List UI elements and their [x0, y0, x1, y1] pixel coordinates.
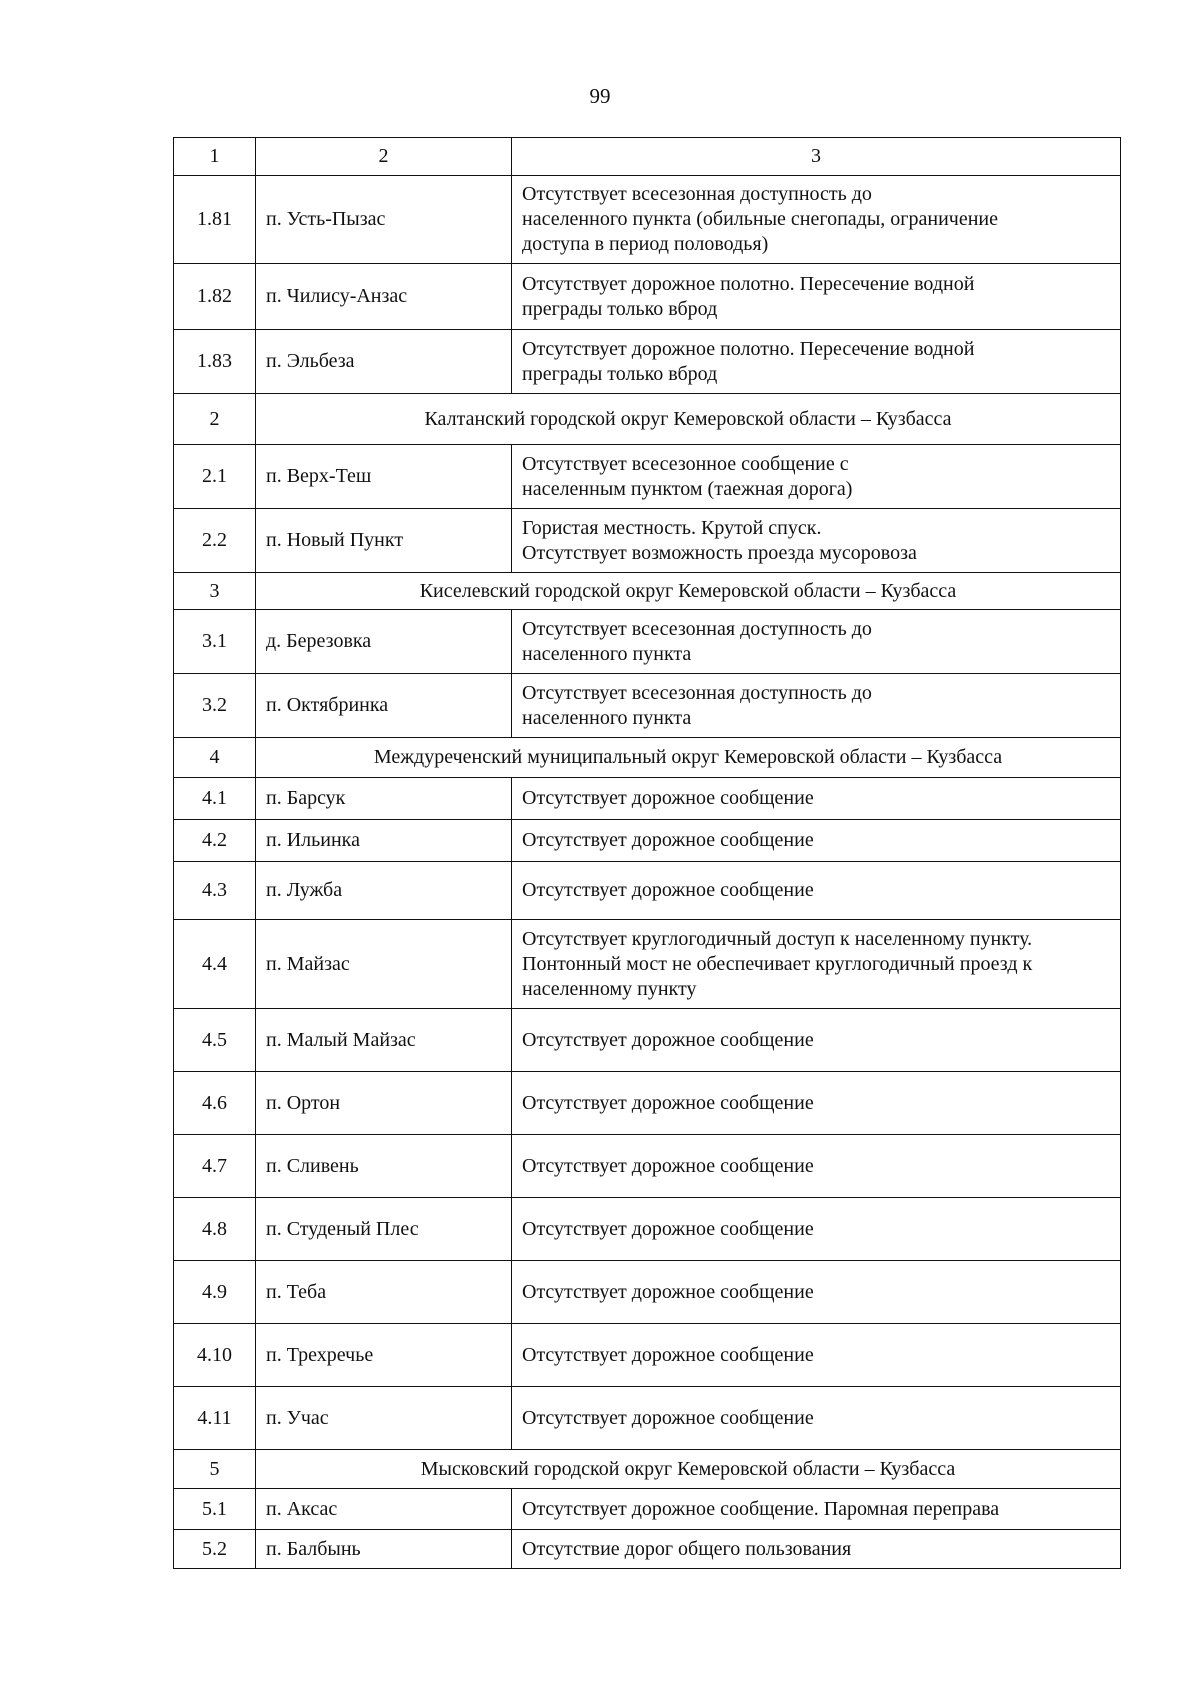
row-number: 1.81 [174, 176, 256, 264]
row-number: 3.2 [174, 674, 256, 738]
note-line: Отсутствует дорожное сообщение [522, 1217, 814, 1240]
table-row [174, 778, 1121, 820]
table-row [174, 820, 1121, 862]
settlement-name: п. Трехречье [256, 1324, 512, 1387]
row-number: 5.2 [174, 1530, 256, 1569]
row-number: 4.5 [174, 1009, 256, 1072]
table-row [174, 674, 1121, 738]
table-row [174, 1135, 1121, 1198]
section-title: Калтанский городской округ Кемеровской области – Кузбасса [256, 394, 1121, 445]
note-line: Отсутствует всесезонная доступность до [522, 183, 872, 205]
row-number: 2.1 [174, 445, 256, 509]
settlements-table [173, 137, 1121, 1569]
note-line: населенному пункту [522, 977, 697, 1000]
section-row [174, 394, 1121, 445]
table-row [174, 1530, 1121, 1569]
note-line: Отсутствует возможность проезда мусоровоза [522, 541, 917, 564]
row-number: 2.2 [174, 509, 256, 573]
note-line: Отсутствует дорожное сообщение [522, 1343, 814, 1366]
row-number: 4.8 [174, 1198, 256, 1261]
row-number: 5.1 [174, 1489, 256, 1530]
settlement-name: п. Новый Пункт [256, 509, 512, 573]
access-note [512, 1135, 1121, 1198]
note-line: Отсутствует дорожное сообщение [522, 1406, 814, 1429]
settlement-name: п. Аксас [256, 1489, 512, 1530]
note-line: Отсутствует дорожное сообщение [522, 829, 814, 851]
table-header-row [174, 138, 1121, 176]
table-row [174, 1009, 1121, 1072]
table-row [174, 610, 1121, 674]
section-number: 4 [174, 738, 256, 778]
note-line: Отсутствует дорожное полотно. Пересечение водной [522, 272, 975, 295]
access-note [512, 1530, 1121, 1569]
settlement-name: п. Теба [256, 1261, 512, 1324]
table-row [174, 1261, 1121, 1324]
table-row [174, 862, 1121, 920]
note-line: Отсутствует всесезонная доступность до [522, 617, 872, 640]
access-note [512, 1009, 1121, 1072]
settlement-name: д. Березовка [256, 610, 512, 674]
table-row [174, 1489, 1121, 1530]
settlement-name: п. Барсук [256, 778, 512, 820]
table-row [174, 1387, 1121, 1450]
note-line: доступа в период половодья) [522, 233, 769, 255]
note-line: Отсутствует всесезонная доступность до [522, 681, 872, 704]
row-number: 4.4 [174, 920, 256, 1009]
note-line: Отсутствует дорожное сообщение [522, 1280, 814, 1303]
access-note [512, 778, 1121, 820]
note-line: преграды только вброд [522, 362, 718, 385]
access-note [512, 1489, 1121, 1530]
row-number: 1.83 [174, 330, 256, 394]
note-line: населенным пунктом (таежная дорога) [522, 477, 853, 500]
note-line: Отсутствует дорожное сообщение [522, 1028, 814, 1051]
access-note [512, 1324, 1121, 1387]
settlement-name: п. Верх-Теш [256, 445, 512, 509]
row-number: 4.1 [174, 778, 256, 820]
row-number: 1.82 [174, 264, 256, 330]
settlement-name: п. Эльбеза [256, 330, 512, 394]
section-title: Киселевский городской округ Кемеровской области – Кузбасса [256, 573, 1121, 610]
access-note [512, 1072, 1121, 1135]
settlement-name: п. Усть-Пызас [256, 176, 512, 264]
table-row [174, 264, 1121, 330]
note-line: Понтонный мост не обеспечивает круглогодичный проезд к [522, 952, 1033, 975]
table-row [174, 330, 1121, 394]
note-line: Отсутствует всесезонное сообщение с [522, 452, 849, 475]
settlement-name: п. Учас [256, 1387, 512, 1450]
settlement-name: п. Балбынь [256, 1530, 512, 1569]
section-row [174, 1450, 1121, 1489]
note-line: Отсутствие дорог общего пользования [522, 1537, 852, 1560]
access-note [512, 330, 1121, 394]
section-number: 5 [174, 1450, 256, 1489]
table-row [174, 509, 1121, 573]
row-number: 4.2 [174, 820, 256, 862]
note-line: преграды только вброд [522, 297, 718, 320]
row-number: 4.11 [174, 1387, 256, 1450]
settlement-name: п. Ортон [256, 1072, 512, 1135]
note-line: Отсутствует дорожное сообщение [522, 1154, 814, 1177]
settlement-name: п. Майзас [256, 920, 512, 1009]
table-row [174, 445, 1121, 509]
section-title: Междуреченский муниципальный округ Кемеровской области – Кузбасса [256, 738, 1121, 778]
access-note [512, 674, 1121, 738]
row-number: 4.7 [174, 1135, 256, 1198]
page-number: 99 [589, 84, 611, 108]
table-row [174, 920, 1121, 1009]
table-row [174, 176, 1121, 264]
settlement-name: п. Чилису-Анзас [256, 264, 512, 330]
section-number: 3 [174, 573, 256, 610]
note-line: Отсутствует круглогодичный доступ к населенному пункту. [522, 927, 1033, 950]
row-number: 4.6 [174, 1072, 256, 1135]
row-number: 4.10 [174, 1324, 256, 1387]
table-row [174, 1072, 1121, 1135]
note-line: населенного пункта [522, 706, 692, 729]
column-header-1: 1 [174, 138, 256, 176]
table-row [174, 1324, 1121, 1387]
column-header-2: 2 [256, 138, 512, 176]
settlement-name: п. Лужба [256, 862, 512, 920]
access-note [512, 862, 1121, 920]
note-line: Отсутствует дорожное полотно. Пересечение водной [522, 337, 975, 360]
note-line: населенного пункта (обильные снегопады, ограничение [522, 208, 998, 230]
note-line: Отсутствует дорожное сообщение. Паромная переправа [522, 1497, 1000, 1520]
access-note [512, 1198, 1121, 1261]
note-line: населенного пункта [522, 642, 692, 665]
access-note [512, 176, 1121, 264]
settlement-name: п. Студеный Плес [256, 1198, 512, 1261]
section-row [174, 573, 1121, 610]
access-note [512, 820, 1121, 862]
section-number: 2 [174, 394, 256, 445]
section-row [174, 738, 1121, 778]
row-number: 3.1 [174, 610, 256, 674]
settlement-name: п. Сливень [256, 1135, 512, 1198]
settlement-name: п. Малый Майзас [256, 1009, 512, 1072]
access-note [512, 1387, 1121, 1450]
access-note [512, 264, 1121, 330]
note-line: Отсутствует дорожное сообщение [522, 879, 814, 901]
access-note [512, 509, 1121, 573]
section-title: Мысковский городской округ Кемеровской области – Кузбасса [256, 1450, 1121, 1489]
note-line: Гористая местность. Крутой спуск. [522, 516, 822, 539]
access-note [512, 610, 1121, 674]
row-number: 4.9 [174, 1261, 256, 1324]
note-line: Отсутствует дорожное сообщение [522, 1091, 814, 1114]
note-line: Отсутствует дорожное сообщение [522, 787, 814, 809]
row-number: 4.3 [174, 862, 256, 920]
column-header-3: 3 [512, 138, 1121, 176]
access-note [512, 1261, 1121, 1324]
settlement-name: п. Ильинка [256, 820, 512, 862]
table-row [174, 1198, 1121, 1261]
access-note [512, 920, 1121, 1009]
access-note [512, 445, 1121, 509]
settlement-name: п. Октябринка [256, 674, 512, 738]
